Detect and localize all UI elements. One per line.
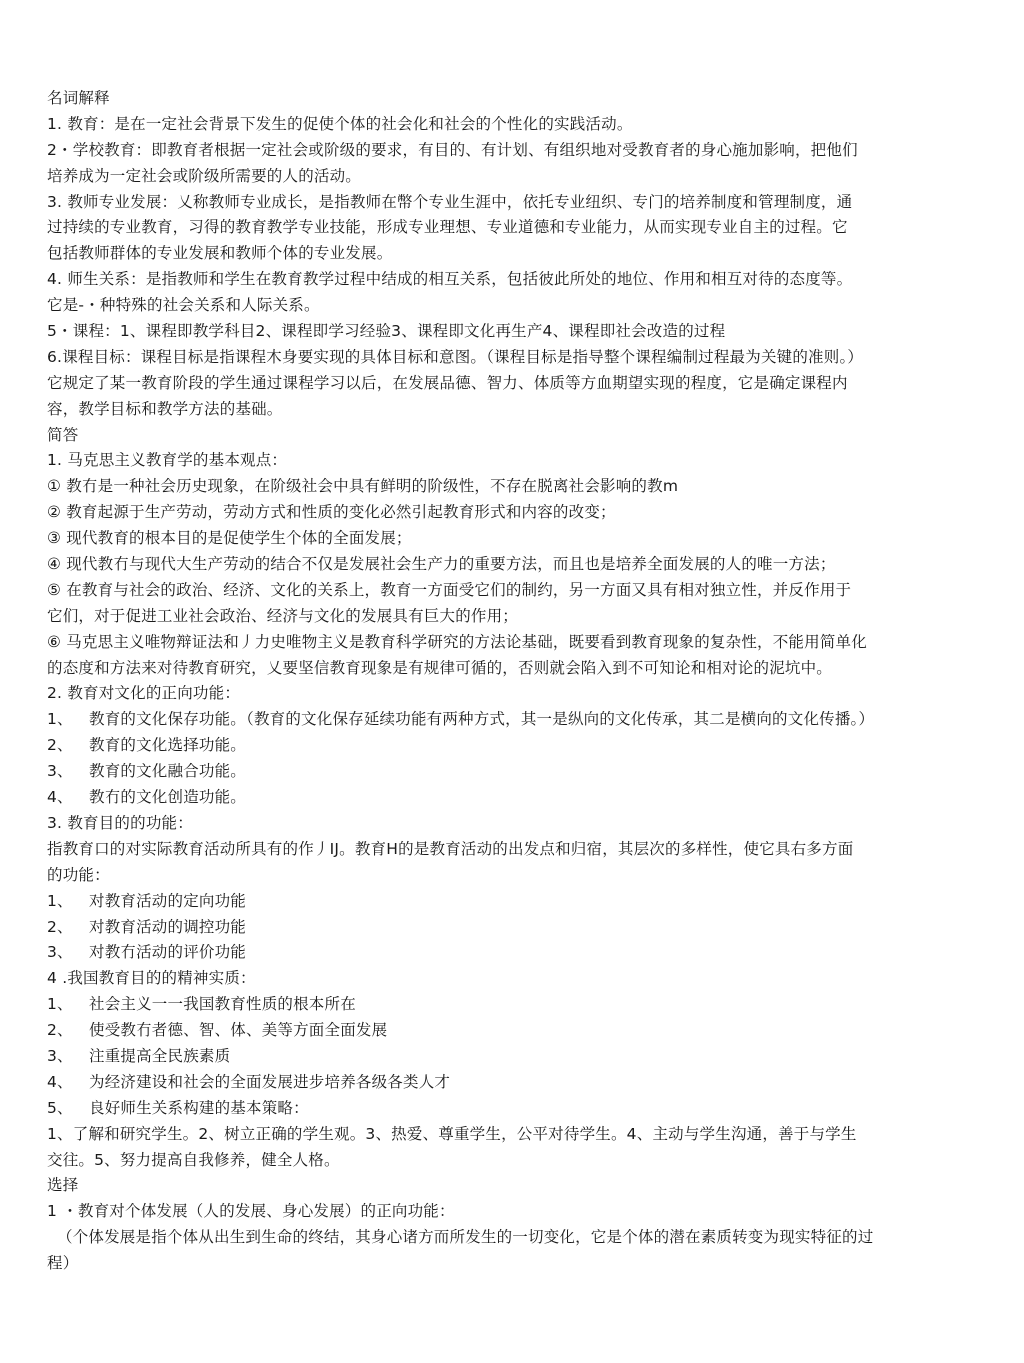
line-text: 社会主义一一我国教育性质的根本所在 — [89, 995, 356, 1014]
line-text: 对教育活动的定向功能 — [89, 891, 247, 910]
text-line — [47, 526, 977, 552]
list-number: 4、 — [47, 1072, 73, 1091]
line-text: 它规定了某一教育阶段的学生通过课程学习以后，在发展品德、智力、体质等方血期望实现的程度，它是确定课程内 — [47, 373, 848, 392]
text-line — [47, 164, 977, 190]
text-line — [47, 1044, 977, 1070]
text-line — [47, 397, 977, 423]
list-number: 3、 — [47, 762, 73, 781]
text-line — [47, 863, 977, 889]
line-text: 4 .我国教育目的的精神实质： — [47, 969, 256, 988]
text-line — [47, 293, 977, 319]
text-line — [47, 241, 977, 267]
line-text: ① 教冇是一种社会历史现象，在阶级社会中具有鲜明的阶级性，不存在脱离社会影响的教m — [47, 477, 679, 496]
text-line — [47, 1122, 977, 1148]
text-line — [47, 552, 977, 578]
text-line — [47, 707, 977, 733]
text-line — [47, 889, 977, 915]
line-text: 3. 教育目的的功能： — [47, 813, 193, 832]
text-line — [47, 215, 977, 241]
line-text: 教冇的文化创造功能。 — [89, 788, 247, 807]
line-text: 4. 师生关系：是指教师和学生在教育教学过程中结成的相互关系，包括彼此所处的地位、作用和相互对待的态度等。 — [47, 270, 853, 289]
text-line — [47, 1199, 977, 1225]
line-text: 培养成为一定社会或阶级所需要的人的活动。 — [47, 166, 362, 185]
text-line — [47, 733, 977, 759]
line-text: 6.课程目标：课程目标是指课程木身要实现的具体目标和意图。（课程目标是指导整个课程编制过程最为关键的准则。） — [47, 347, 864, 366]
line-text: 交往。5、努力提高自我修养，健全人格。 — [47, 1150, 340, 1169]
text-line — [47, 630, 977, 656]
text-line — [47, 423, 977, 449]
text-line — [47, 837, 977, 863]
text-line — [47, 1070, 977, 1096]
list-number: 2、 — [47, 1021, 73, 1040]
text-line — [47, 190, 977, 216]
line-text: 包括教师群体的专业发展和教师个体的专业发展。 — [47, 244, 393, 263]
text-line — [47, 112, 977, 138]
line-text: 1. 马克思主义教育学的基本观点： — [47, 451, 288, 470]
text-line — [47, 915, 977, 941]
text-line — [47, 500, 977, 526]
list-number: 1、 — [47, 891, 73, 910]
text-line — [47, 448, 977, 474]
text-line — [47, 578, 977, 604]
line-text: 它们，对于促进工业社会政治、经济与文化的发展具有巨大的作用； — [47, 606, 519, 625]
line-text: 注重提高全民族素质 — [89, 1046, 231, 1065]
line-text: 教育的文化选择功能。 — [89, 736, 247, 755]
list-number: 3、 — [47, 1046, 73, 1065]
line-text: 对教育活动的调控功能 — [89, 917, 247, 936]
list-number: 4、 — [47, 788, 73, 807]
line-text: 3. 教师专业发展：乂称教师专业成长，是指教师在幣个专业生涯中，依托专业纽织、专门的培养制度和管理制度，通 — [47, 192, 853, 211]
text-line — [47, 1148, 977, 1174]
line-text: 使受教冇者德、智、体、美等方面全面发展 — [89, 1021, 388, 1040]
line-text: 程） — [47, 1254, 79, 1273]
text-line — [47, 811, 977, 837]
line-text: ④ 现代教冇与现代大生产劳动的结合不仅是发展社会生产力的重要方法，而且也是培养全面发展的人的唯一方法； — [47, 555, 836, 574]
text-line — [47, 1225, 977, 1251]
line-text: ⑥ 马克思主义唯物辩证法和丿力史唯物主义是教育科学研究的方法论基础，既要看到教育现象的复杂性，不能用简单化 — [47, 632, 867, 651]
text-line — [47, 992, 977, 1018]
list-number: 1、 — [47, 710, 73, 729]
line-text: （个体发展是指个体从出生到生命的终结，其身心诸方而所发生的一切变化，它是个体的潜在素质转变为现实特征的过 — [57, 1228, 874, 1247]
text-line — [47, 319, 977, 345]
line-text: 1、了解和研究学生。2、树立正确的学生观。3、热爱、尊重学生，公平对待学生。4、主动与学生沟通，善于与学生 — [47, 1124, 857, 1143]
list-number: 1、 — [47, 995, 73, 1014]
line-text: 的功能： — [47, 865, 110, 884]
text-line — [47, 785, 977, 811]
text-line — [47, 940, 977, 966]
line-text: 选择 — [47, 1176, 79, 1195]
text-line — [47, 656, 977, 682]
list-number: 5、 — [47, 1098, 73, 1117]
line-text: 5・课程：1、课程即教学科目2、课程即学习经验3、课程即文化再生产4、课程即社会改造的过程 — [47, 322, 726, 341]
line-text: ③ 现代教育的根本目的是促使学生个体的全面发展； — [47, 529, 412, 548]
line-text: 为经济建设和社会的全面发展进步培养各级各类人才 — [89, 1072, 451, 1091]
list-number: 2、 — [47, 917, 73, 936]
text-line — [47, 1173, 977, 1199]
text-line — [47, 681, 977, 707]
text-line — [47, 474, 977, 500]
text-line — [47, 1251, 977, 1277]
document-body — [47, 86, 977, 1277]
text-line — [47, 604, 977, 630]
line-text: ⑤ 在教育与社会的政治、经济、文化的关系上，教育一方面受它们的制约，另一方面又具有相对独立性，并反作用于 — [47, 580, 852, 599]
line-text: 简答 — [47, 425, 79, 444]
line-text: 过持续的专业教育，习得的教育教学专业技能，形成专业理想、专业道德和专业能力，从而实现专业自主的过程。它 — [47, 218, 848, 237]
line-text: 2. 教育对文化的正向功能： — [47, 684, 241, 703]
line-text: 指教育口的对实际教育活动所具有的作丿IJ。教育H的是教育活动的出发点和归宿，其层次的多样性，使它具右多方面 — [47, 839, 854, 858]
line-text: 名词解释 — [47, 89, 110, 107]
text-line — [47, 267, 977, 293]
text-line — [47, 1018, 977, 1044]
line-text: 2・学校教育：即教育者根据一定社会或阶级的要求，有目的、有计划、有组织地对受教育者的身心施加影响，把他们 — [47, 140, 858, 159]
line-text: ② 教育起源于生产劳动，劳动方式和性质的变化必然引起教育形式和内容的改变； — [47, 503, 616, 522]
line-text: 容，教学目标和教学方法的基础。 — [47, 399, 283, 418]
line-text: 良好师生关系构建的基本策略： — [89, 1098, 309, 1117]
line-text: 对教冇活动的评价功能 — [89, 943, 247, 962]
text-line — [47, 138, 977, 164]
text-line — [47, 966, 977, 992]
line-text: 1 ・教育对个体发展（人的发展、身心发展）的正向功能： — [47, 1202, 455, 1221]
text-line — [47, 86, 977, 112]
text-line — [47, 345, 977, 371]
line-text: 1. 教育：是在一定社会背景下发生的促使个体的社会化和社会的个性化的实践活动。 — [47, 114, 633, 133]
list-number: 2、 — [47, 736, 73, 755]
line-text: 教育的文化融合功能。 — [89, 762, 247, 781]
list-number: 3、 — [47, 943, 73, 962]
text-line — [47, 1096, 977, 1122]
line-text: 的态度和方法来对待教育研究，乂要坚信教育现象是有规律可循的，否则就会陷入到不可知论和相对论的泥坑中。 — [47, 658, 833, 677]
line-text: 它是-・种特殊的社会关系和人际关系。 — [47, 296, 320, 315]
text-line — [47, 759, 977, 785]
text-line — [47, 371, 977, 397]
line-text: 教育的文化保存功能。（教育的文化保存延续功能有两种方式，其一是纵向的文化传承，其二是横向的文化传播。） — [89, 710, 875, 729]
